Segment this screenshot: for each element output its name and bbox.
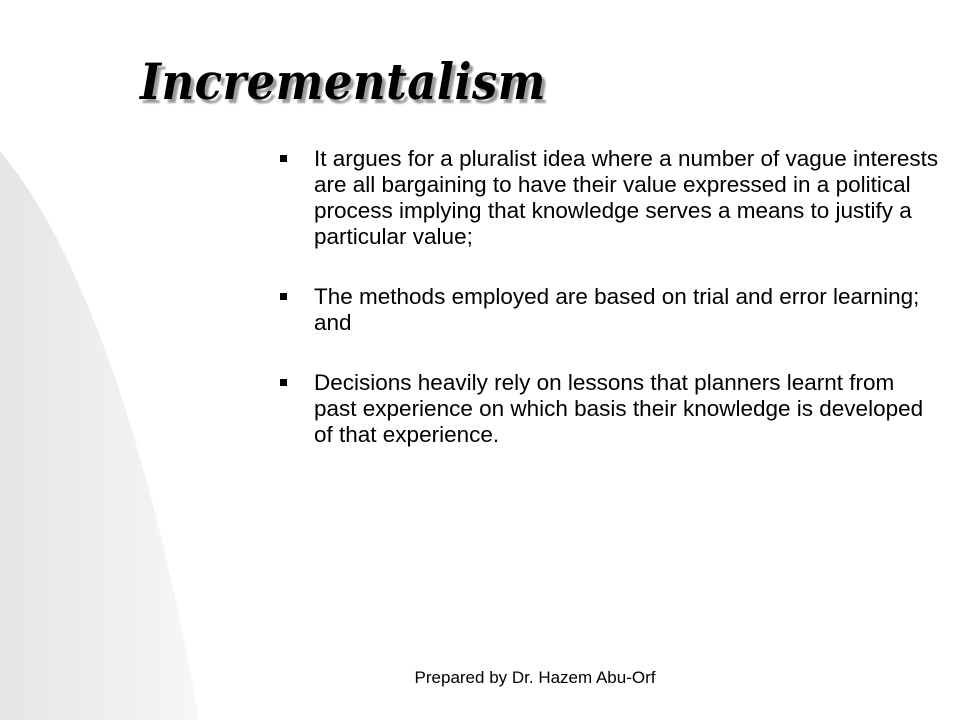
square-bullet-icon — [280, 155, 287, 162]
square-bullet-icon — [280, 293, 287, 300]
bullet-text: It argues for a pluralist idea where a number of vague interests are all bargaining to have their value expressed in a political process implying that knowledge serves a means to justify a particular value; — [314, 146, 939, 249]
slide-title: Incrementalism — [140, 52, 546, 111]
bullet-item — [280, 146, 940, 250]
slide-footer: Prepared by Dr. Hazem Abu-Orf — [414, 668, 656, 687]
bullet-item — [280, 370, 940, 448]
bullet-text: The methods employed are based on trial and error learning; and — [314, 284, 920, 335]
square-bullet-icon — [280, 379, 287, 386]
bullet-list — [280, 146, 940, 448]
bullet-text: Decisions heavily rely on lessons that planners learnt from past experience on which basis their knowledge is developed of that experience. — [314, 370, 924, 447]
bullet-item — [280, 284, 940, 336]
